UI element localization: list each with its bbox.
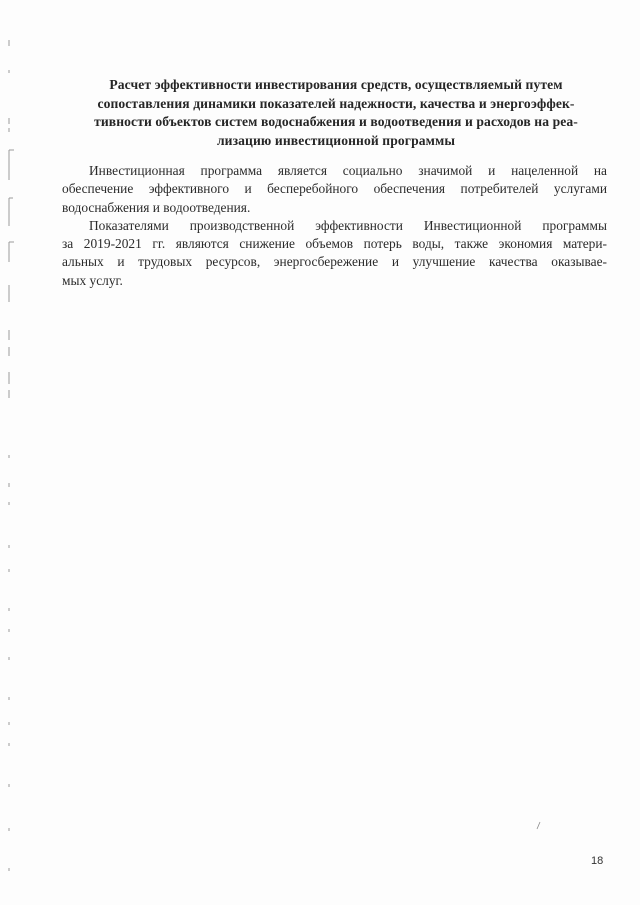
paragraph-efficiency-indicators	[62, 217, 607, 290]
text-line: Инвестиционная программа является социально значимой и нацеленной на	[89, 163, 607, 178]
title-line: лизацию инвестиционной программы	[216, 132, 456, 148]
paragraph-social-significance	[62, 162, 607, 217]
document-title	[58, 76, 614, 150]
scan-edge-marks	[0, 0, 30, 905]
title-line: сопоставления динамики показателей надежности, качества и энергоэффек-	[97, 95, 575, 111]
page-number: 18	[591, 855, 604, 867]
scan-stray-mark	[535, 820, 543, 830]
title-line: тивности объектов систем водоснабжения и водоотведения и расходов на реа-	[94, 114, 578, 129]
text-line: мых услуг.	[62, 272, 123, 288]
text-line: водоснабжения и водоотведения.	[62, 199, 251, 215]
title-line: Расчет эффективности инвестирования средств, осуществляемый путем	[109, 77, 563, 92]
text-line: альных и трудовых ресурсов, энергосбережение и улучшение качества оказывае-	[62, 254, 607, 270]
document-body	[62, 162, 607, 290]
text-line: Показателями производственной эффективности Инвестиционной программы	[89, 217, 607, 233]
text-line: обеспечение эффективного и бесперебойного обеспечения потребителей услугами	[62, 181, 607, 197]
text-line: за 2019-2021 гг. являются снижение объемов потерь воды, также экономия матери-	[62, 236, 607, 252]
